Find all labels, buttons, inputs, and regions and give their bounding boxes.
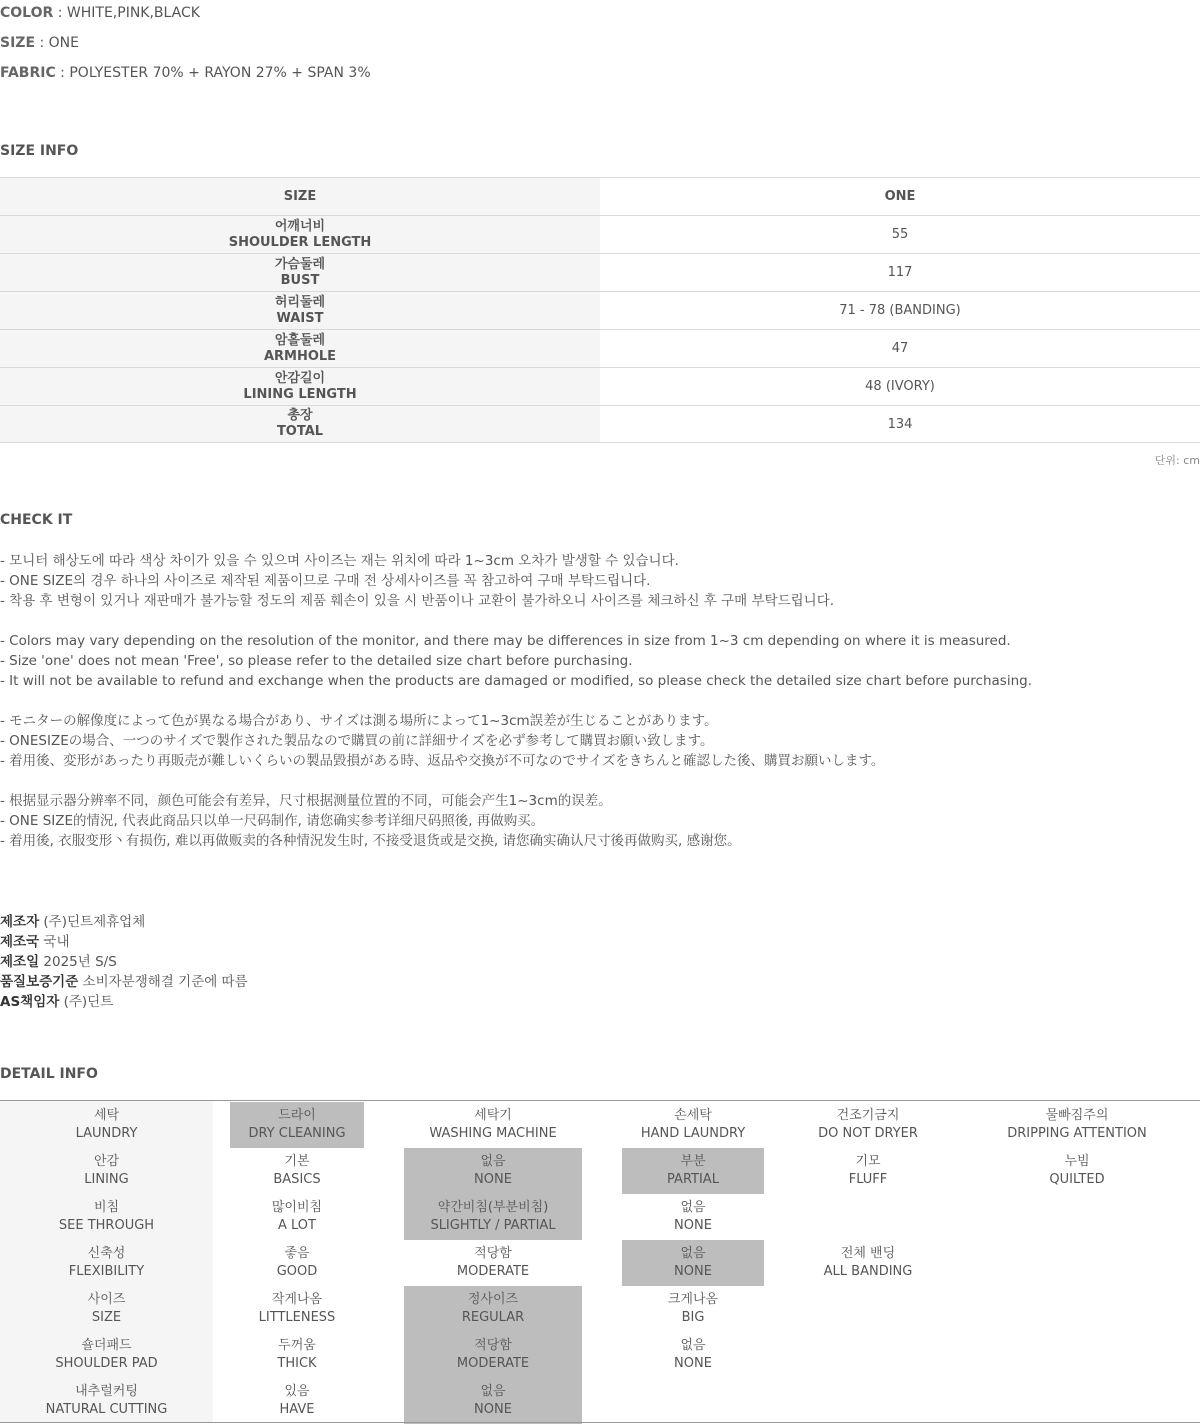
- option-en: MODERATE: [456, 1356, 530, 1371]
- maker-value: (주)딘트: [59, 994, 114, 1010]
- maker-value: (주)딘트제휴업체: [39, 914, 146, 930]
- detail-option-selected: [230, 1102, 364, 1148]
- detail-option: [968, 1102, 1186, 1148]
- detail-option: [622, 1332, 764, 1378]
- note-line: - ONESIZEの場合、一つのサイズで製作された製品なので購買の前に詳細サイズを必ず参考して購買お願い致します。: [0, 733, 714, 749]
- option-ko: 약간비침(부분비침): [437, 1200, 549, 1215]
- label-ko: 어깨너비: [274, 218, 326, 234]
- size-row-label: [0, 216, 600, 253]
- size-row-label: [0, 254, 600, 291]
- option-ko: 없음: [680, 1338, 706, 1353]
- label-ko: 총장: [287, 408, 313, 423]
- size-table-header: [0, 177, 1200, 215]
- label-ko: 비침: [93, 1200, 120, 1215]
- note-line: - Colors may vary depending on the resolution of the monitor, and there may be differences in size from 1~3 cm depending on where it is measured.: [0, 633, 1011, 649]
- size-row-label: [0, 292, 600, 329]
- label-en: TOTAL: [276, 424, 324, 439]
- label-en: NATURAL CUTTING: [45, 1402, 168, 1417]
- table-row: [0, 405, 1200, 443]
- option-en: DRY CLEANING: [248, 1126, 346, 1141]
- option-en: MODERATE: [456, 1264, 530, 1279]
- spec-label: FABRIC: [0, 65, 56, 81]
- detail-option-selected: [622, 1240, 764, 1286]
- detail-option: [622, 1102, 764, 1148]
- option-en: WASHING MACHINE: [429, 1126, 557, 1141]
- option-ko: 적당함: [474, 1246, 512, 1261]
- detail-option: [404, 1240, 582, 1286]
- table-row: [0, 291, 1200, 329]
- note-line: - モニターの解像度によって色が異なる場合があり、サイズは測る場所によって1~3cm誤差が生じることがあります。: [0, 713, 718, 729]
- option-en: SLIGHTLY / PARTIAL: [430, 1218, 556, 1233]
- size-row-value: 48 (IVORY): [865, 379, 935, 394]
- maker-label: 제조국: [0, 934, 40, 950]
- label-en: BUST: [280, 272, 320, 288]
- option-en: NONE: [474, 1172, 512, 1187]
- option-en: REGULAR: [461, 1310, 525, 1325]
- detail-option: [790, 1148, 946, 1194]
- option-ko: 기본: [284, 1154, 310, 1169]
- option-en: ALL BANDING: [823, 1264, 913, 1279]
- size-info-title: SIZE INFO: [0, 143, 79, 159]
- note-line: - It will not be available to refund and exchange when the products are damaged or modified, so please check the detailed size chart before purchasing.: [0, 673, 1032, 689]
- detail-option-selected: [622, 1148, 764, 1194]
- option-en: FLUFF: [848, 1172, 888, 1187]
- label-en: ARMHOLE: [263, 348, 337, 364]
- size-row-label: [0, 368, 600, 405]
- detail-grid: [0, 1100, 1200, 1425]
- maker-value: 2025년 S/S: [39, 954, 117, 970]
- option-ko: 건조기금지: [836, 1108, 900, 1123]
- maker-label: 품질보증기준: [0, 974, 79, 990]
- option-en: BASICS: [273, 1172, 321, 1187]
- option-ko: 적당함: [474, 1338, 512, 1353]
- label-ko: 암홀둘레: [274, 332, 326, 348]
- maker-info: [0, 912, 248, 1012]
- size-header-label: SIZE: [0, 178, 600, 215]
- maker-line: [0, 932, 248, 952]
- option-ko: 작게나옴: [271, 1292, 323, 1307]
- detail-option: [404, 1102, 582, 1148]
- option-en: NONE: [674, 1218, 712, 1233]
- spec-size: [0, 34, 79, 52]
- maker-line: [0, 912, 248, 932]
- size-row-label: [0, 330, 600, 367]
- detail-option: [230, 1332, 364, 1378]
- option-ko: 부분: [680, 1154, 706, 1169]
- note-line: - 着用後、変形があったり再販売が難しいくらいの製品毀損がある時、返品や交換が不可なのでサイズをきちんと確認した後、購買お願いします。: [0, 753, 885, 769]
- detail-info-title: DETAIL INFO: [0, 1066, 98, 1082]
- option-ko: 크게나옴: [667, 1292, 719, 1307]
- detail-option-selected: [404, 1148, 582, 1194]
- detail-option-selected: [404, 1332, 582, 1378]
- label-ko: 안감길이: [274, 370, 326, 386]
- option-en: BIG: [681, 1310, 705, 1325]
- label-ko: 세탁: [93, 1108, 120, 1123]
- detail-option: [622, 1286, 764, 1332]
- size-row-value: 47: [891, 341, 909, 356]
- option-en: NONE: [674, 1264, 712, 1279]
- spec-color: [0, 4, 200, 22]
- check-notes-zh: [0, 791, 1200, 851]
- option-en: LITTLENESS: [258, 1310, 336, 1325]
- option-en: PARTIAL: [667, 1172, 719, 1187]
- check-notes-en: [0, 631, 1200, 691]
- table-row: [0, 367, 1200, 405]
- spec-label: SIZE: [0, 35, 36, 51]
- detail-row-head: [0, 1378, 213, 1424]
- note-line: - ONE SIZE的情況, 代表此商品只以单一尺码制作, 请您确实参考详细尺码照後, 再做购买。: [0, 813, 545, 829]
- detail-row-head: [0, 1148, 213, 1194]
- label-ko: 가슴둘레: [274, 256, 326, 272]
- detail-row-head: [0, 1240, 213, 1286]
- size-row-value: 134: [887, 416, 913, 432]
- detail-row-head: [0, 1194, 213, 1240]
- option-ko: 기모: [855, 1154, 881, 1169]
- detail-option: [230, 1286, 364, 1332]
- option-ko: 손세탁: [674, 1108, 712, 1123]
- label-ko: 사이즈: [87, 1292, 126, 1307]
- detail-option: [230, 1378, 364, 1424]
- detail-option-selected: [404, 1286, 582, 1332]
- detail-option: [230, 1240, 364, 1286]
- option-ko: 없음: [680, 1246, 706, 1261]
- option-en: NONE: [474, 1402, 512, 1417]
- detail-option-selected: [404, 1378, 582, 1424]
- detail-option: [230, 1194, 364, 1240]
- label-ko: 내추럴커팅: [75, 1384, 138, 1399]
- maker-label: 제조자: [0, 914, 40, 930]
- option-ko: 전체 밴딩: [840, 1246, 896, 1261]
- size-header-value: ONE: [884, 189, 916, 204]
- option-ko: 세탁기: [474, 1108, 512, 1123]
- detail-row-head: [0, 1332, 213, 1378]
- option-ko: 누빔: [1064, 1154, 1090, 1169]
- size-row-value: 71 - 78 (BANDING): [839, 303, 961, 318]
- spec-value: : WHITE,PINK,BLACK: [53, 5, 200, 21]
- size-row-value: 117: [887, 265, 913, 280]
- check-it-title: CHECK IT: [0, 512, 73, 528]
- detail-row-head: [0, 1102, 213, 1148]
- maker-line: [0, 952, 248, 972]
- note-line: - Size 'one' does not mean 'Free', so please refer to the detailed size chart before purchasing.: [0, 653, 633, 669]
- spec-label: COLOR: [0, 5, 54, 21]
- note-line: - 根据显示器分辨率不同，颜色可能会有差异，尺寸根据测量位置的不同，可能会产生1~3cm的误差。: [0, 793, 612, 809]
- option-ko: 많이비침: [271, 1200, 323, 1215]
- maker-label: AS책임자: [0, 994, 60, 1010]
- option-en: GOOD: [276, 1264, 318, 1279]
- option-en: HAVE: [279, 1402, 315, 1417]
- maker-label: 제조일: [0, 954, 40, 970]
- spec-value: : ONE: [35, 35, 79, 51]
- label-en: SIZE: [91, 1310, 122, 1325]
- label-en: LAUNDRY: [75, 1126, 138, 1141]
- maker-line: [0, 992, 248, 1012]
- option-en: THICK: [277, 1356, 317, 1371]
- option-ko: 두꺼움: [278, 1338, 316, 1353]
- option-ko: 드라이: [278, 1108, 316, 1123]
- label-en: SHOULDER PAD: [55, 1356, 158, 1371]
- detail-option: [790, 1102, 946, 1148]
- size-row-label: [0, 406, 600, 442]
- option-ko: 있음: [284, 1384, 310, 1399]
- option-en: QUILTED: [1049, 1172, 1105, 1187]
- unit-note: 단위: cm: [1154, 454, 1200, 467]
- option-en: NONE: [674, 1356, 712, 1371]
- label-ko: 안감: [93, 1154, 120, 1169]
- label-en: SHOULDER LENGTH: [228, 234, 372, 250]
- label-ko: 신축성: [87, 1246, 126, 1261]
- option-ko: 없음: [680, 1200, 706, 1215]
- spec-value: : POLYESTER 70% + RAYON 27% + SPAN 3%: [55, 65, 371, 81]
- option-en: DO NOT DRYER: [818, 1126, 918, 1141]
- label-ko: 허리둘레: [274, 294, 326, 310]
- note-line: - 착용 후 변형이 있거나 재판매가 불가능할 정도의 제품 훼손이 있을 시 반품이나 교환이 불가하오니 사이즈를 체크하신 후 구매 부탁드립니다.: [0, 593, 835, 609]
- option-en: A LOT: [278, 1218, 316, 1233]
- detail-option: [230, 1148, 364, 1194]
- table-row: [0, 329, 1200, 367]
- maker-value: 소비자분쟁해결 기준에 따름: [78, 974, 248, 990]
- label-en: WAIST: [276, 310, 324, 326]
- note-line: - ONE SIZE의 경우 하나의 사이즈로 제작된 제품이므로 구매 전 상세사이즈를 꼭 참고하여 구매 부탁드립니다.: [0, 573, 651, 589]
- note-line: - 着用後, 衣服变形丶有损伤, 难以再做贩卖的各种情況发生时, 不接受退货或是交换, 请您确实确认尺寸後再做购买, 感谢您。: [0, 833, 741, 849]
- table-row: [0, 215, 1200, 253]
- label-en: SEE THROUGH: [58, 1218, 155, 1233]
- size-row-value: 55: [891, 227, 909, 242]
- option-ko: 없음: [480, 1384, 506, 1399]
- label-en: FLEXIBILITY: [68, 1264, 145, 1279]
- check-notes-ja: [0, 711, 1200, 771]
- label-en: LINING LENGTH: [243, 386, 357, 402]
- spec-fabric: [0, 64, 371, 82]
- maker-value: 국내: [39, 934, 70, 950]
- detail-option: [968, 1148, 1186, 1194]
- detail-option: [790, 1240, 946, 1286]
- option-en: HAND LAUNDRY: [640, 1126, 746, 1141]
- maker-line: [0, 972, 248, 992]
- divider: [0, 1422, 1200, 1423]
- option-ko: 좋음: [284, 1246, 310, 1261]
- option-ko: 물빠짐주의: [1045, 1108, 1109, 1123]
- note-line: - 모니터 해상도에 따라 색상 차이가 있을 수 있으며 사이즈는 재는 위치에 따라 1~3cm 오차가 발생할 수 있습니다.: [0, 553, 679, 569]
- label-en: LINING: [84, 1172, 129, 1187]
- table-row: [0, 253, 1200, 291]
- option-en: DRIPPING ATTENTION: [1007, 1126, 1147, 1141]
- size-table: [0, 177, 1200, 443]
- check-notes-ko: [0, 551, 1200, 611]
- detail-option: [622, 1194, 764, 1240]
- option-ko: 없음: [480, 1154, 506, 1169]
- option-ko: 정사이즈: [467, 1292, 519, 1307]
- label-ko: 숄더패드: [81, 1338, 132, 1353]
- detail-option-selected: [404, 1194, 582, 1240]
- detail-row-head: [0, 1286, 213, 1332]
